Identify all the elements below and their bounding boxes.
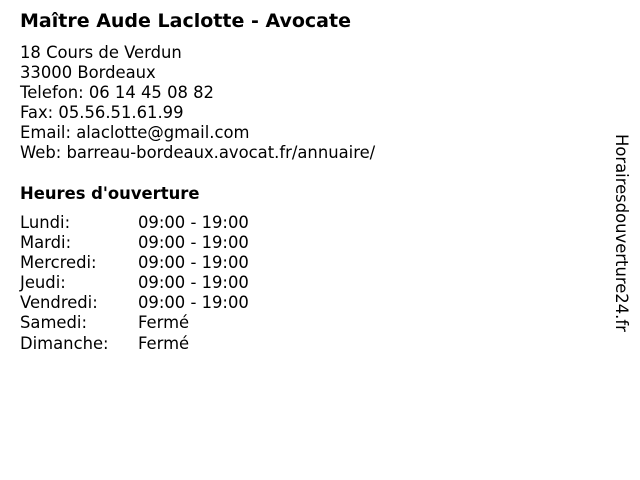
hours-row-friday bbox=[20, 293, 249, 313]
hours-row-saturday bbox=[20, 313, 249, 333]
day-label: Lundi: bbox=[20, 213, 71, 232]
day-label: Vendredi: bbox=[20, 293, 98, 313]
email-line: Email: alaclotte@gmail.com bbox=[20, 123, 250, 143]
site-watermark: Horairesdouverture24.fr bbox=[612, 134, 631, 332]
address-city: 33000 Bordeaux bbox=[20, 63, 156, 83]
contact-block bbox=[20, 43, 375, 164]
hours-row-thursday bbox=[20, 273, 249, 293]
hours-value: Fermé bbox=[138, 333, 190, 353]
hours-value: 09:00 - 19:00 bbox=[138, 273, 249, 293]
day-label: Samedi: bbox=[20, 313, 87, 333]
phone-line: Telefon: 06 14 45 08 82 bbox=[20, 83, 214, 103]
web-line: Web: barreau-bordeaux.avocat.fr/annuaire/ bbox=[20, 143, 376, 163]
hours-row-tuesday bbox=[20, 233, 249, 253]
hours-value: 09:00 - 19:00 bbox=[138, 293, 249, 313]
day-label: Jeudi: bbox=[20, 273, 66, 293]
hours-value: 09:00 - 19:00 bbox=[138, 253, 249, 273]
day-label: Dimanche: bbox=[20, 333, 109, 353]
hours-row-sunday bbox=[20, 334, 249, 354]
hours-value: 09:00 - 19:00 bbox=[138, 233, 249, 253]
opening-hours-table bbox=[20, 213, 249, 354]
address-street: 18 Cours de Verdun bbox=[20, 43, 182, 62]
business-title: Maître Aude Laclotte - Avocate bbox=[20, 10, 351, 32]
day-label: Mercredi: bbox=[20, 253, 97, 273]
hours-value: 09:00 - 19:00 bbox=[138, 213, 249, 232]
hours-value: Fermé bbox=[138, 313, 190, 333]
hours-row-wednesday bbox=[20, 253, 249, 273]
opening-hours-heading: Heures d'ouverture bbox=[20, 184, 200, 203]
hours-row-monday bbox=[20, 213, 249, 233]
fax-line: Fax: 05.56.51.61.99 bbox=[20, 103, 184, 123]
day-label: Mardi: bbox=[20, 233, 72, 253]
